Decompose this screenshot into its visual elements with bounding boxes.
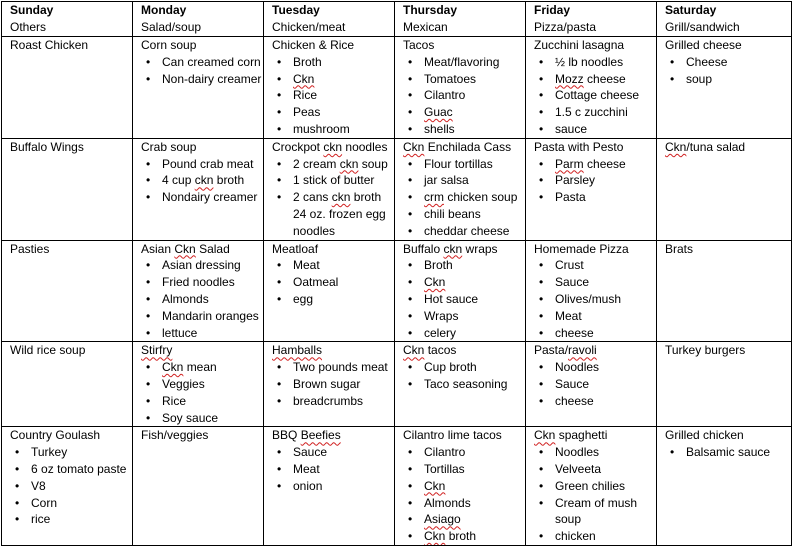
ingredient-item: • Meat <box>272 257 394 274</box>
dish-name: Ckn spaghetti <box>534 428 608 443</box>
ingredient-item: • Ckn <box>403 478 525 495</box>
dish-name: Cilantro lime tacos <box>403 428 502 443</box>
ingredient-list <box>403 257 525 341</box>
ingredient-item: • Can creamed corn <box>141 54 263 71</box>
category-label: Chicken/meat <box>272 19 346 34</box>
category-label: Salad/soup <box>141 19 202 34</box>
meal-cell <box>395 138 526 240</box>
ingredient-item: • Sauce <box>534 376 656 393</box>
category-label: Mexican <box>403 19 448 34</box>
ingredient-item: • Parm cheese <box>534 156 656 173</box>
ingredient-item: • Soy sauce <box>141 410 263 427</box>
ingredient-item: • Non-dairy creamer <box>141 71 263 88</box>
ingredient-list <box>141 156 263 206</box>
dish-name: Pasta with Pesto <box>534 139 624 154</box>
ingredient-item: • Taco seasoning <box>403 376 525 393</box>
meal-cell <box>526 37 657 139</box>
ingredient-item: • Asiago <box>403 511 525 528</box>
ingredient-item: • Hot sauce <box>403 291 525 308</box>
dish-name: Turkey burgers <box>665 343 746 358</box>
ingredient-item: • lettuce <box>141 325 263 342</box>
meal-row <box>2 37 792 139</box>
ingredient-item: • soup <box>665 71 791 88</box>
ingredient-item: • 6 oz tomato paste <box>10 461 132 478</box>
ingredient-item: • Asian dressing <box>141 257 263 274</box>
dish-name: Grilled chicken <box>665 428 744 443</box>
ingredient-item: • Balsamic sauce <box>665 444 791 461</box>
ingredient-item: • chili beans <box>403 206 525 223</box>
ingredient-list <box>272 359 394 409</box>
ingredient-item: • Mozz cheese <box>534 71 656 88</box>
ingredient-item: • Tomatoes <box>403 71 525 88</box>
ingredient-list <box>272 156 394 240</box>
ingredient-list <box>272 444 394 494</box>
dish-name: Chicken & Rice <box>272 38 355 52</box>
meal-row <box>2 240 792 342</box>
meal-cell <box>133 342 264 427</box>
dish-name: Grilled cheese <box>665 38 742 52</box>
ingredient-item: • Velveeta <box>534 461 656 478</box>
dish-name: Ckn tacos <box>403 343 457 358</box>
ingredient-item: • jar salsa <box>403 172 525 189</box>
meal-cell <box>526 342 657 427</box>
ingredient-list <box>534 359 656 409</box>
meal-cell <box>526 427 657 546</box>
ingredient-item: • Almonds <box>141 291 263 308</box>
ingredient-item: • Sauce <box>272 444 394 461</box>
ingredient-item: • Wraps <box>403 308 525 325</box>
meal-row <box>2 342 792 427</box>
meal-cell <box>526 138 657 240</box>
meal-cell <box>395 427 526 546</box>
dish-name: Zucchini lasagna <box>534 38 625 52</box>
day-label: Thursday <box>403 3 458 17</box>
meal-plan-table <box>1 1 792 546</box>
dish-name: Buffalo ckn wraps <box>403 241 498 256</box>
meal-cell <box>657 138 792 240</box>
meal-cell <box>133 138 264 240</box>
meal-cell <box>133 37 264 139</box>
ingredient-item: • cheese <box>534 325 656 342</box>
ingredient-item: • 1 stick of butter <box>272 172 394 189</box>
ingredient-item: • ½ lb noodles <box>534 54 656 71</box>
ingredient-list <box>141 257 263 341</box>
ingredient-item: • mushroom <box>272 121 394 138</box>
ingredient-note: 24 oz. frozen egg noodles <box>293 206 386 238</box>
meal-cell <box>657 342 792 427</box>
ingredient-list <box>403 444 525 545</box>
ingredient-item: • Parsley <box>534 172 656 189</box>
meal-cell <box>2 427 133 546</box>
meal-cell <box>264 427 395 546</box>
ingredient-item: • Cream of mush <box>534 495 656 512</box>
ingredient-list <box>272 54 394 138</box>
ingredient-item: • egg <box>272 291 394 308</box>
ingredient-item: • Noodles <box>534 444 656 461</box>
meal-cell <box>395 342 526 427</box>
ingredient-item: • Mandarin oranges <box>141 308 263 325</box>
header-cell-tuesday <box>264 2 395 37</box>
ingredient-item: • sauce <box>534 121 656 138</box>
ingredient-item: • Pound crab meat <box>141 156 263 173</box>
ingredient-item: • Broth <box>403 257 525 274</box>
ingredient-item: • shells <box>403 121 525 138</box>
ingredient-item: • cheddar cheese <box>403 223 525 240</box>
ingredient-list <box>665 444 791 461</box>
ingredient-item: • crm chicken soup <box>403 189 525 206</box>
meal-cell <box>264 342 395 427</box>
dish-name: Wild rice soup <box>10 343 86 358</box>
day-label: Saturday <box>665 3 717 17</box>
day-label: Monday <box>141 3 187 17</box>
meal-cell <box>133 427 264 546</box>
day-label: Friday <box>534 3 571 17</box>
dish-name: Fish/veggies <box>141 428 209 443</box>
ingredient-item: • Pasta <box>534 189 656 206</box>
ingredient-item: • Crust <box>534 257 656 274</box>
ingredient-item: • cheese <box>534 393 656 410</box>
ingredient-item: • Ckn mean <box>141 359 263 376</box>
ingredient-item: • onion <box>272 478 394 495</box>
header-cell-saturday <box>657 2 792 37</box>
ingredient-item: • Tortillas <box>403 461 525 478</box>
dish-name: Hamballs <box>272 343 323 358</box>
ingredient-list <box>141 54 263 88</box>
meal-cell <box>395 37 526 139</box>
ingredient-list <box>534 257 656 341</box>
meal-cell <box>2 37 133 139</box>
ingredient-list <box>534 156 656 206</box>
ingredient-item: • Olives/mush <box>534 291 656 308</box>
ingredient-item: • Veggies <box>141 376 263 393</box>
meal-cell <box>264 37 395 139</box>
ingredient-item: • Meat <box>534 308 656 325</box>
ingredient-item: • Ckn <box>403 274 525 291</box>
dish-name: Crockpot ckn noodles <box>272 139 388 154</box>
ingredient-item: • chicken <box>534 528 656 545</box>
meal-cell <box>133 240 264 342</box>
ingredient-item: • Nondairy creamer <box>141 189 263 206</box>
ingredient-item: • celery <box>403 325 525 342</box>
dish-name: Ckn Enchilada Cass <box>403 139 512 154</box>
ingredient-item: • 2 cream ckn soup <box>272 156 394 173</box>
ingredient-item: • Noodles <box>534 359 656 376</box>
header-row <box>2 2 792 37</box>
ingredient-item: • Meat <box>272 461 394 478</box>
ingredient-item: • Turkey <box>10 444 132 461</box>
ingredient-item: • Ckn <box>272 71 394 88</box>
ingredient-list <box>534 444 656 545</box>
ingredient-item: • Cheese <box>665 54 791 71</box>
ingredient-item: • Cilantro <box>403 87 525 104</box>
meal-cell <box>395 240 526 342</box>
ingredient-item: • 2 cans ckn broth <box>272 189 394 206</box>
ingredient-item: • 4 cup ckn broth <box>141 172 263 189</box>
dish-name: Corn soup <box>141 38 197 52</box>
ingredient-item: • Two pounds meat <box>272 359 394 376</box>
meal-cell <box>526 240 657 342</box>
day-label: Sunday <box>10 3 54 17</box>
dish-name: Crab soup <box>141 139 197 154</box>
ingredient-item: • Almonds <box>403 495 525 512</box>
dish-name: Ckn/tuna salad <box>665 139 746 154</box>
category-label: Pizza/pasta <box>534 19 597 34</box>
ingredient-item: • Ckn broth <box>403 528 525 545</box>
dish-name: Pasta/ravoli <box>534 343 597 358</box>
ingredient-item: • Corn <box>10 495 132 512</box>
meal-row <box>2 427 792 546</box>
header-cell-sunday <box>2 2 133 37</box>
ingredient-item: • Cilantro <box>403 444 525 461</box>
ingredient-list <box>403 156 525 240</box>
ingredient-item: • Brown sugar <box>272 376 394 393</box>
ingredient-item: • Green chilies <box>534 478 656 495</box>
meal-cell <box>264 240 395 342</box>
ingredient-item: • Broth <box>272 54 394 71</box>
ingredient-item: • 1.5 c zucchini <box>534 104 656 121</box>
dish-name: Pasties <box>10 241 50 256</box>
ingredient-item: • Peas <box>272 104 394 121</box>
ingredient-item: • V8 <box>10 478 132 495</box>
meal-cell <box>657 240 792 342</box>
dish-name: Meatloaf <box>272 241 319 256</box>
ingredient-item: • rice <box>10 511 132 528</box>
dish-name: Tacos <box>403 38 435 52</box>
ingredient-list <box>665 54 791 88</box>
ingredient-item: • Sauce <box>534 274 656 291</box>
ingredient-item: • Rice <box>272 87 394 104</box>
ingredient-item: • Rice <box>141 393 263 410</box>
dish-name: BBQ Beefies <box>272 428 341 443</box>
header-cell-monday <box>133 2 264 37</box>
category-label: Others <box>10 19 47 34</box>
ingredient-item: • breadcrumbs <box>272 393 394 410</box>
ingredient-item: • Meat/flavoring <box>403 54 525 71</box>
ingredient-list <box>272 257 394 307</box>
dish-name: Roast Chicken <box>10 38 89 52</box>
meal-cell <box>264 138 395 240</box>
dish-name: Stirfry <box>141 343 173 358</box>
dish-name: Buffalo Wings <box>10 139 84 154</box>
meal-cell <box>2 342 133 427</box>
ingredient-list <box>403 359 525 393</box>
dish-name: Country Goulash <box>10 428 101 443</box>
dish-name: Homemade Pizza <box>534 241 629 256</box>
meal-cell <box>2 138 133 240</box>
ingredient-list <box>403 54 525 138</box>
ingredient-list <box>534 54 656 138</box>
meal-cell <box>657 427 792 546</box>
ingredient-item: • Fried noodles <box>141 274 263 291</box>
header-cell-thursday <box>395 2 526 37</box>
ingredient-list <box>10 444 132 528</box>
ingredient-item-continuation: soup <box>555 512 582 527</box>
ingredient-list <box>141 359 263 426</box>
ingredient-item: • Guac <box>403 104 525 121</box>
dish-name: Asian Ckn Salad <box>141 241 230 256</box>
ingredient-item: • Flour tortillas <box>403 156 525 173</box>
meal-cell <box>657 37 792 139</box>
header-cell-friday <box>526 2 657 37</box>
day-label: Tuesday <box>272 3 320 17</box>
category-label: Grill/sandwich <box>665 19 740 34</box>
ingredient-item: • Oatmeal <box>272 274 394 291</box>
ingredient-item: • Cottage cheese <box>534 87 656 104</box>
meal-cell <box>2 240 133 342</box>
ingredient-item: • Cup broth <box>403 359 525 376</box>
dish-name: Brats <box>665 241 694 256</box>
meal-row <box>2 138 792 240</box>
